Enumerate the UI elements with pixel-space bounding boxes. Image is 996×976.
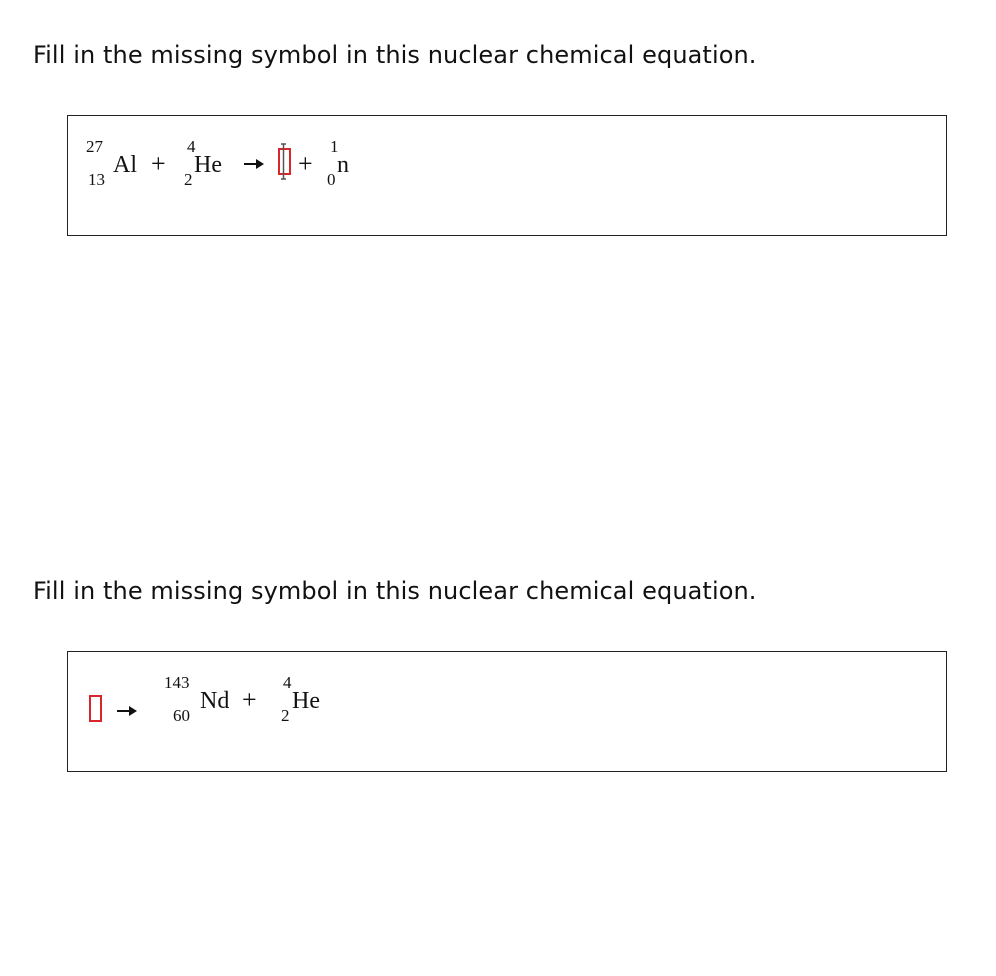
atomic-number: 0 (327, 170, 336, 189)
particle-symbol: n (337, 152, 349, 178)
reaction-arrow-icon (115, 699, 139, 723)
missing-symbol-input[interactable] (89, 695, 102, 722)
question-2-prompt: Fill in the missing symbol in this nuclear chemical equation. (33, 577, 757, 605)
mass-number: 27 (86, 137, 103, 156)
mass-number: 1 (330, 137, 339, 156)
text-cursor-icon (281, 143, 286, 180)
reaction-arrow-icon (242, 152, 266, 176)
mass-number: 4 (187, 137, 196, 156)
mass-number: 143 (164, 673, 190, 692)
mass-number: 4 (283, 673, 292, 692)
question-1-equation-box (67, 115, 947, 236)
element-symbol: Al (113, 152, 137, 178)
question-2-equation-box (67, 651, 947, 772)
plus-sign: + (298, 149, 313, 178)
atomic-number: 60 (173, 706, 190, 725)
element-symbol: Nd (200, 688, 230, 714)
atomic-number: 2 (184, 170, 193, 189)
element-symbol: He (194, 152, 222, 178)
plus-sign: + (151, 149, 166, 178)
element-symbol: He (292, 688, 320, 714)
atomic-number: 2 (281, 706, 290, 725)
plus-sign: + (242, 685, 257, 714)
atomic-number: 13 (88, 170, 105, 189)
question-1-prompt: Fill in the missing symbol in this nuclear chemical equation. (33, 41, 757, 69)
